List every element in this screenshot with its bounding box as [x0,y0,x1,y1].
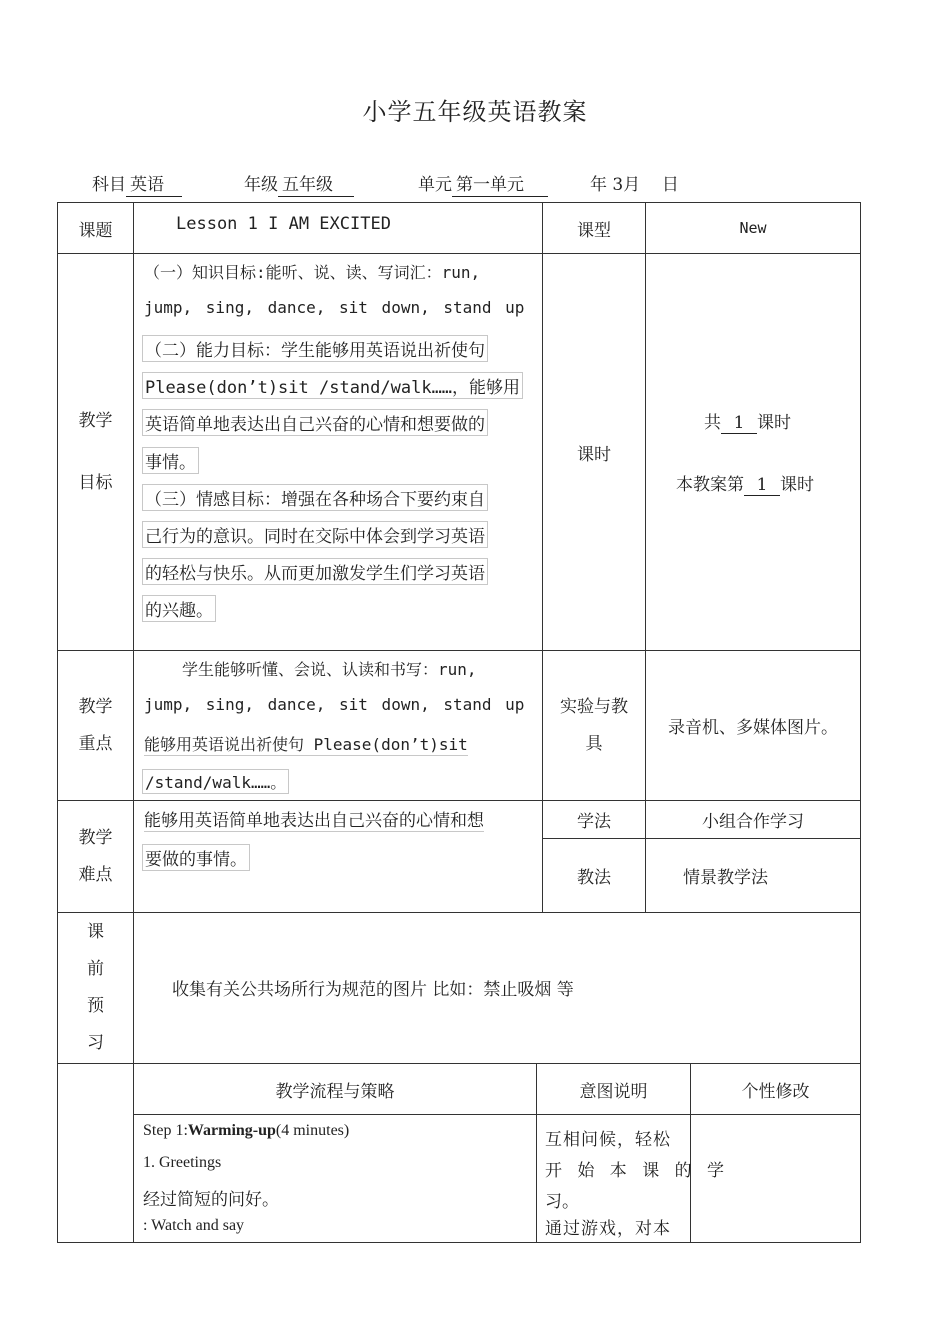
difficulty-label-1: 教学 [78,827,113,848]
grid-line [57,1242,861,1243]
intent-line: 互相问候，轻松 [545,1130,671,1150]
period-current-value: 1 [744,475,780,496]
unit-label: 单元 [418,175,452,195]
equipment-label-2: 具 [585,733,603,754]
preview-char: 课 [87,922,104,942]
preview-label [58,913,133,1063]
process-line: 1. Greetings [143,1154,222,1171]
step1-bold: Warming-up [187,1122,276,1139]
meta-subject [92,170,182,197]
process-line: 经过简短的问好。 [143,1190,279,1210]
objective-line: 事情。 [142,447,199,474]
difficulty-label [58,801,133,912]
study-method-label: 学法 [577,812,611,832]
meta-unit [418,170,548,197]
page-title: 小学五年级英语教案 [362,98,588,126]
meta-date: 年 3月 日 [590,175,679,195]
period-total-value: 1 [721,413,757,434]
intent-line: 通过游戏，对本 [545,1219,671,1239]
period-current [676,470,814,496]
process-header-modify: 个性修改 [741,1081,810,1102]
period-label: 课时 [577,444,611,465]
grid-line [57,253,861,254]
preview-char: 习 [87,1033,104,1053]
objective-line: 己行为的意识。同时在交际中体会到学习英语 [142,521,488,548]
preview-char: 前 [87,959,104,979]
unit-value: 第一单元 [452,170,548,197]
period-current-suffix: 课时 [780,475,814,495]
equipment-label [543,651,645,800]
difficulty-line: 要做的事情。 [142,844,250,871]
objectives-label-2: 目标 [78,473,113,493]
topic-label: 课题 [78,220,113,241]
keypoint-line: jump, sing, dance, sit down, stand up [144,695,525,714]
grade-value: 五年级 [278,170,354,197]
keypoints-label-1: 教学 [78,696,113,717]
objective-line: （三）情感目标：增强在各种场合下要约束自 [142,484,488,511]
teach-method-value: 情景教学法 [683,868,768,888]
objective-line: Please(don’t)sit /stand/walk……，能够用 [142,372,523,399]
meta-grade [244,170,354,197]
process-header-intent: 意图说明 [579,1081,648,1102]
objective-line: 英语简单地表达出自己兴奋的心情和想要做的 [142,409,488,436]
difficulty-label-2: 难点 [78,864,113,885]
keypoints-label-2: 重点 [78,733,113,754]
topic-value: Lesson 1 I AM EXCITED [176,214,391,234]
period-total [704,408,791,434]
grid-line [860,202,861,1243]
period-total-suffix: 课时 [757,413,791,433]
equipment-value: 录音机、多媒体图片。 [668,718,838,738]
type-label: 课型 [577,220,611,241]
teach-method-label: 教法 [577,868,611,888]
step1-prefix: Step 1: [143,1122,188,1139]
difficulty-line: 能够用英语简单地表达出自己兴奋的心情和想 [144,806,484,832]
type-value: New [739,219,767,237]
period-total-prefix: 共 [704,413,721,433]
subject-label: 科目 [92,175,126,195]
step1-suffix: (4 minutes) [275,1122,350,1139]
objective-line: jump, sing, dance, sit down, stand up [144,298,525,317]
keypoint-line: 能够用英语说出祈使句 Please(don’t)sit [144,732,468,756]
objective-line: （一）知识目标:能听、说、读、写词汇：run, [144,263,481,282]
study-method-value: 小组合作学习 [702,812,804,832]
grid-line [57,912,861,913]
subject-value: 英语 [126,170,182,197]
objectives-label-1: 教学 [78,411,113,431]
objective-line: 的兴趣。 [142,595,216,622]
objective-line: （二）能力目标：学生能够用英语说出祈使句 [142,335,488,362]
keypoint-line: /stand/walk……。 [142,769,289,794]
objectives-label [58,254,133,650]
process-header-flow: 教学流程与策略 [275,1081,395,1102]
period-current-prefix: 本教案第 [676,475,744,495]
intent-line: 开 始 本 课 的 学 [545,1161,730,1181]
intent-line: 习。 [545,1192,579,1212]
equipment-label-1: 实验与教 [560,696,628,717]
keypoints-label [58,651,133,800]
step1-title [143,1122,349,1140]
preview-char: 预 [87,996,104,1016]
preview-content: 收集有关公共场所行为规范的图片 比如：禁止吸烟 等 [172,980,574,1000]
grid-line [133,1114,861,1115]
grade-label: 年级 [244,175,278,195]
objective-line: 的轻松与快乐。从而更加激发学生们学习英语 [142,558,488,585]
process-line: : Watch and say [143,1217,245,1234]
keypoint-line: 学生能够听懂、会说、认读和书写：run, [182,660,477,679]
